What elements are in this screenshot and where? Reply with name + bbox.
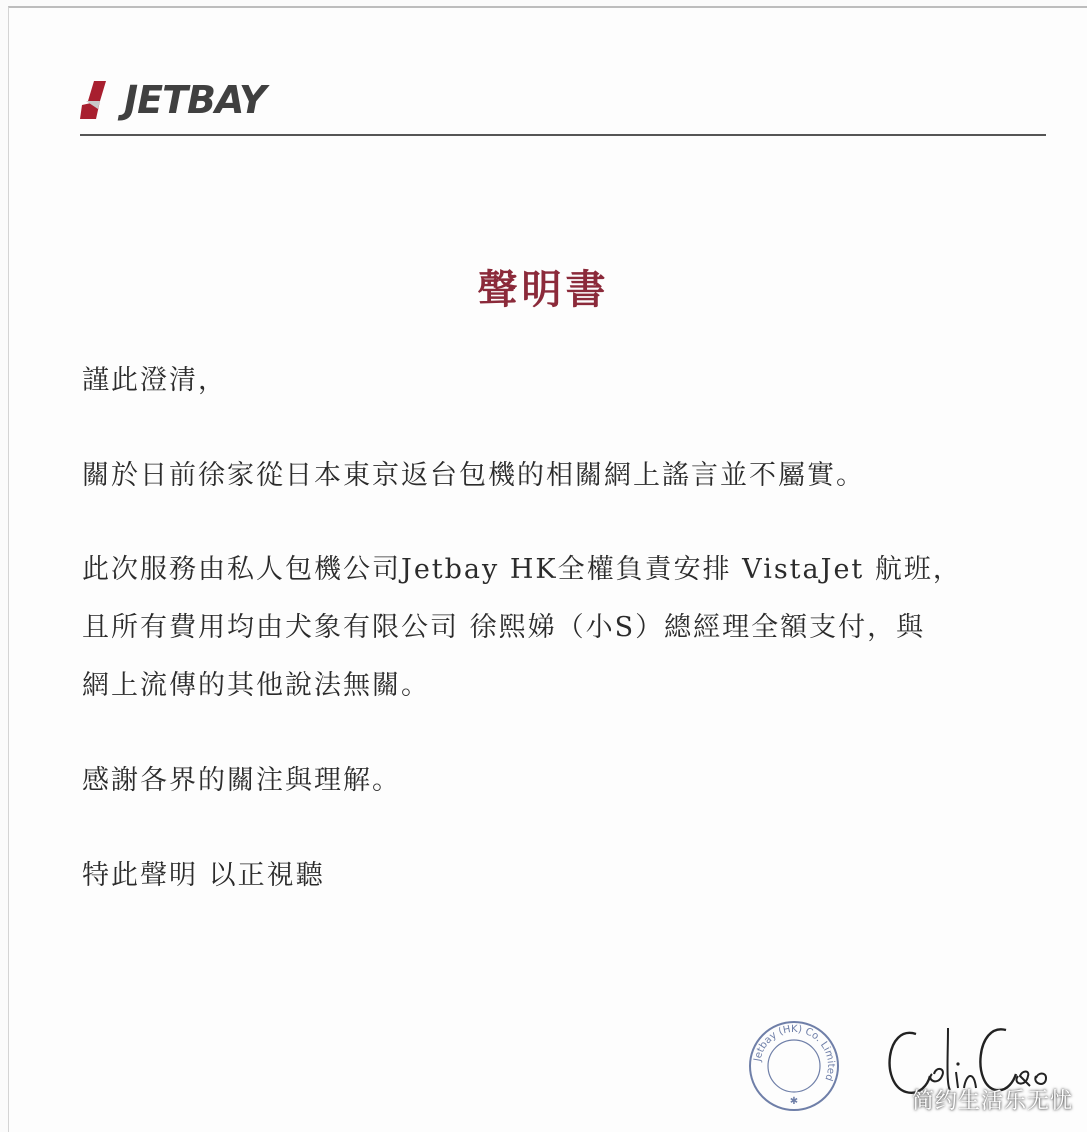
jetbay-logo-icon <box>80 79 118 121</box>
paragraph-salutation <box>82 352 1042 410</box>
paragraph-thanks <box>82 752 1042 810</box>
paragraph-line: 特此聲明 以正視聽 <box>82 860 325 891</box>
header-divider <box>80 134 1046 136</box>
paragraph-line: 且所有費用均由犬象有限公司 徐熙娣（小S）總經理全額支付，與 <box>82 612 926 643</box>
paragraph-line: 謹此澄清， <box>82 365 227 396</box>
paragraph-rumor <box>82 447 1042 505</box>
jetbay-logo <box>80 78 266 122</box>
paragraph-line: 此次服務由私人包機公司Jetbay HK全權負責安排 VistaJet 航班， <box>82 554 962 585</box>
company-seal <box>748 1020 840 1112</box>
paragraph-line: 感謝各界的關注與理解。 <box>82 765 401 796</box>
paragraph-line: 網上流傳的其他說法無關。 <box>82 670 430 701</box>
paragraph-service <box>82 541 1042 715</box>
paragraph-line: 關於日前徐家從日本東京返台包機的相關網上謠言並不屬實。 <box>82 460 865 491</box>
letterhead <box>80 78 1046 138</box>
brand-name: JETBAY <box>124 78 266 122</box>
paragraph-closing <box>82 847 1042 905</box>
watermark: 简约生活乐无忧 <box>911 1089 1073 1114</box>
seal-text: Jetbay (HK) Co. Limited <box>752 1023 837 1083</box>
svg-text:✱: ✱ <box>789 1096 799 1107</box>
document-title: 聲明書 <box>477 266 610 313</box>
